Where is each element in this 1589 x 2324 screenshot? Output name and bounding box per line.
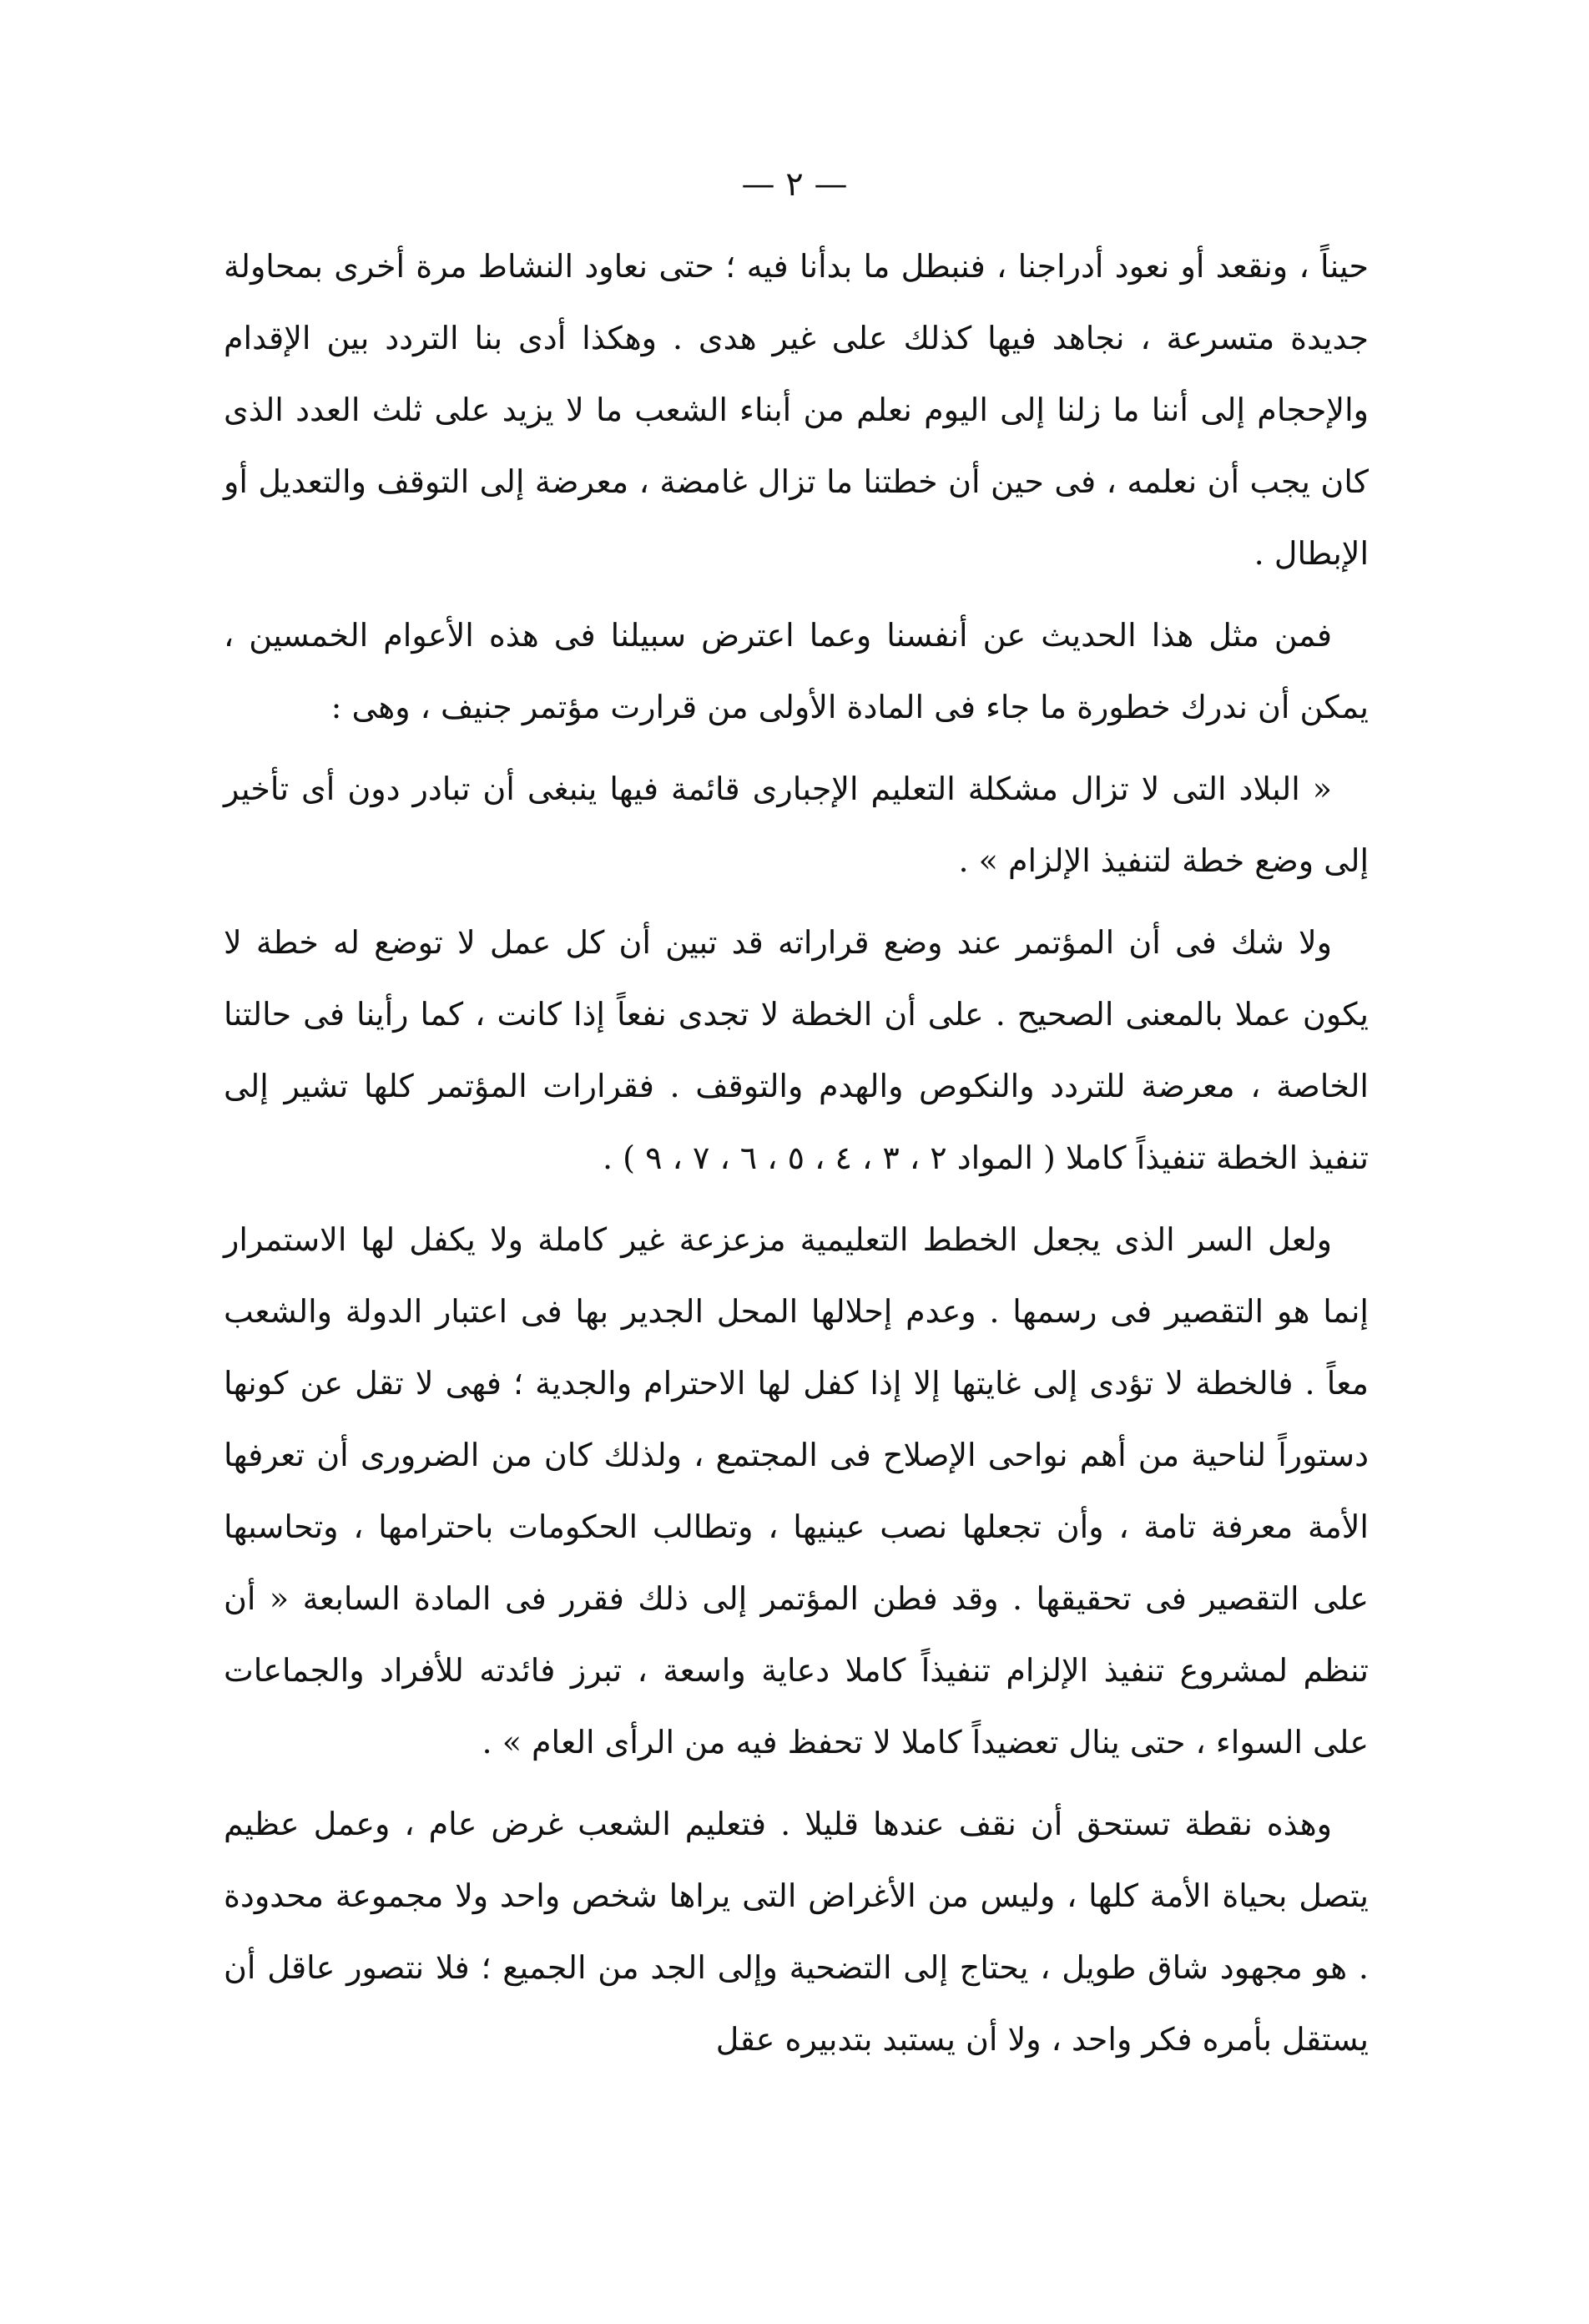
paragraph-3-quote: « البلاد التى لا تزال مشكلة التعليم الإجبارى قائمة فيها ينبغى أن تبادر دون أى تأخير إلى وضع خطة لتنفيذ الإلزام » .	[224, 770, 1369, 879]
paragraph-5: ولعل السر الذى يجعل الخطط التعليمية مزعزعة غير كاملة ولا يكفل لها الاستمرار إنما هو التقصير فى رسمها . وعدم إحلالها المحل الجدير بها فى اعتبار الدولة والشعب معاً . فالخطة لا تؤدى إلى غايتها إلا إذا كفل لها الاحترام والجدية ؛ فهى لا تقل عن كونها دستوراً لناحية من أهم نواحى الإصلاح فى المجتمع ، ولذلك كان من الضرورى أن تعرفها الأمة معرفة تامة ، وأن تجعلها نصب عينيها ، وتطالب الحكومات باحترامها ، وتحاسبها على التقصير فى تحقيقها . وقد فطن المؤتمر إلى ذلك فقرر فى المادة السابعة « أن تنظم لمشروع تنفيذ الإلزام تنفيذاً كاملا دعاية واسعة ، تبرز فائدته للأفراد والجماعات على السواء ، حتى ينال تعضيداً كاملا لا تحفظ فيه من الرأى العام » .	[224, 1221, 1369, 1761]
paragraph-2: فمن مثل هذا الحديث عن أنفسنا وعما اعترض سبيلنا فى هذه الأعوام الخمسين ، يمكن أن ندرك خطورة ما جاء فى المادة الأولى من قرارت مؤتمر جنيف ، وهى :	[224, 617, 1369, 725]
paragraph-4: ولا شك فى أن المؤتمر عند وضع قراراته قد تبين أن كل عمل لا توضع له خطة لا يكون عملا بالمعنى الصحيح . على أن الخطة لا تجدى نفعاً إذا كانت ، كما رأينا فى حالتنا الخاصة ، معرضة للتردد والنكوص والهدم والتوقف . فقرارات المؤتمر كلها تشير إلى تنفيذ الخطة تنفيذاً كاملا ( المواد ٢ ، ٣ ، ٤ ، ٥ ، ٦ ، ٧ ، ٩ ) .	[224, 924, 1369, 1176]
paragraph-6: وهذه نقطة تستحق أن نقف عندها قليلا . فتعليم الشعب غرض عام ، وعمل عظيم يتصل بحياة الأمة كلها ، وليس من الأغراض التى يراها شخص واحد ولا مجموعة محدودة . هو مجهود شاق طويل ، يحتاج إلى التضحية وإلى الجد من الجميع ؛ فلا نتصور عاقل أن يستقل بأمره فكر واحد ، ولا أن يستبد بتدبيره عقل	[224, 1806, 1369, 2058]
page-number: — ٢ —	[741, 165, 848, 204]
body-text	[224, 230, 1369, 2085]
paragraph-1: حيناً ، ونقعد أو نعود أدراجنا ، فنبطل ما بدأنا فيه ؛ حتى نعاود النشاط مرة أخرى بمحاولة جديدة متسرعة ، نجاهد فيها كذلك على غير هدى . وهكذا أدى بنا التردد بين الإقدام والإحجام إلى أننا ما زلنا إلى اليوم نعلم من أبناء الشعب ما لا يزيد على ثلث العدد الذى كان يجب أن نعلمه ، فى حين أن خطتنا ما تزال غامضة ، معرضة إلى التوقف والتعديل أو الإبطال .	[224, 248, 1369, 572]
